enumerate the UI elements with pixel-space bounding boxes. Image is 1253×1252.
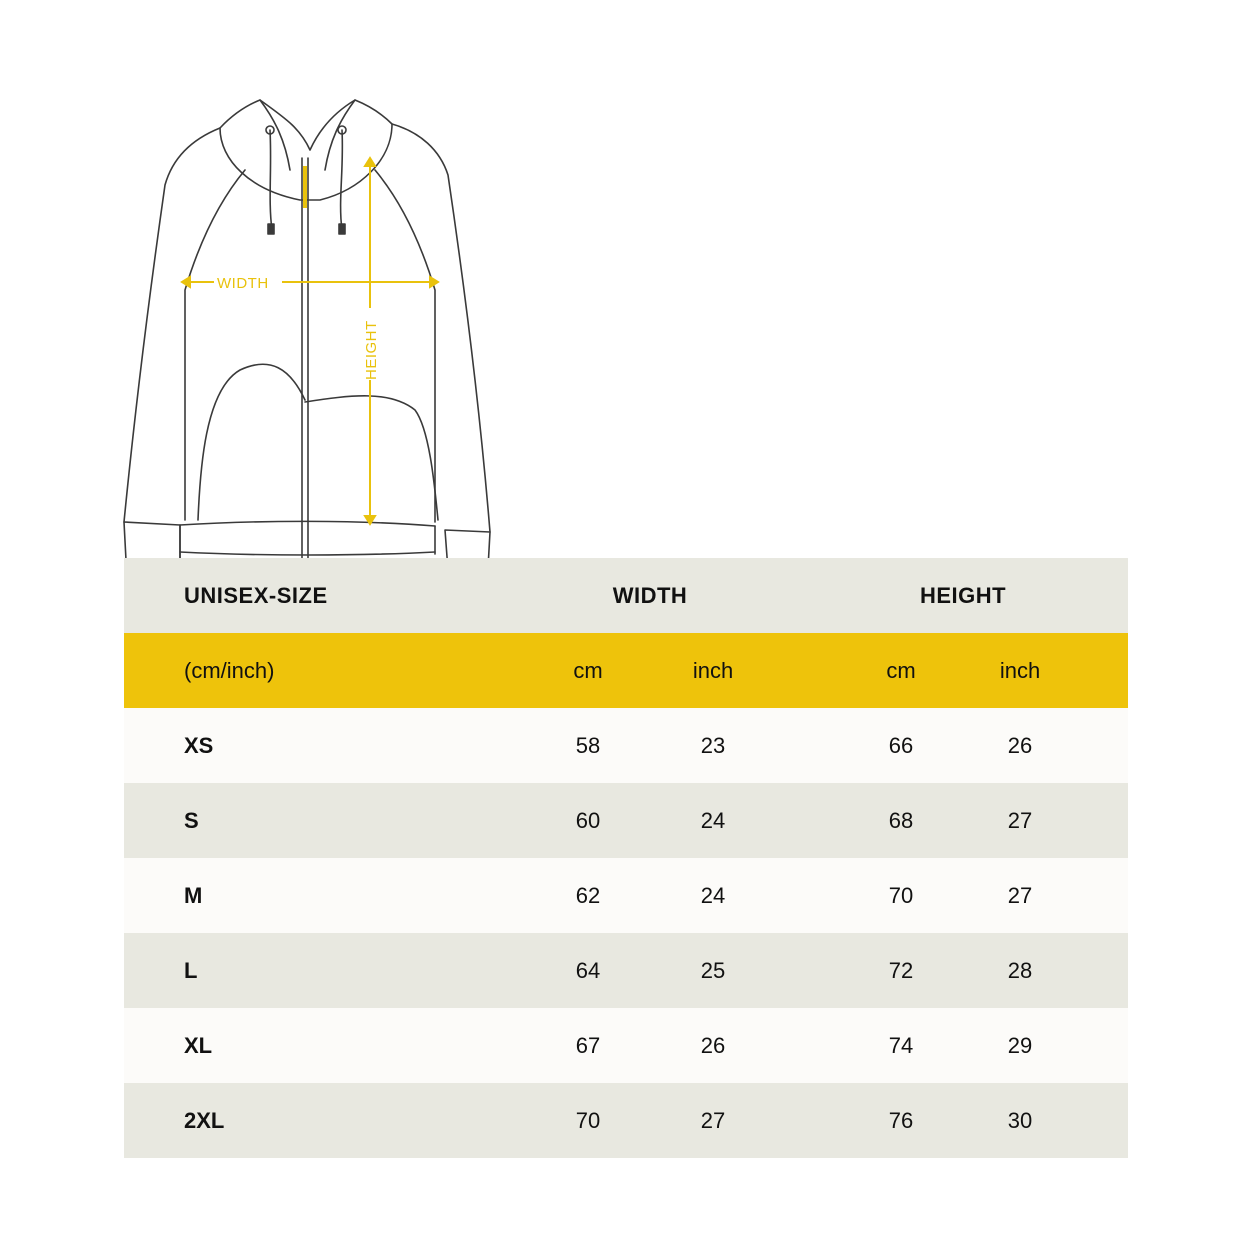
width-cm-cell: 62 xyxy=(575,882,601,908)
width-cm-cell: 67 xyxy=(575,1032,601,1058)
width-inch-cell: 27 xyxy=(700,1107,726,1133)
width-dimension-label: WIDTH xyxy=(217,275,269,292)
height-cm-header: cm xyxy=(886,657,916,683)
width-column-header: WIDTH xyxy=(612,582,688,608)
height-cm-cell: 74 xyxy=(888,1032,914,1058)
size-table xyxy=(124,558,1128,1158)
height-dimension-label: HEIGHT xyxy=(363,320,380,380)
zipper-pull-icon xyxy=(303,166,307,208)
height-inch-cell: 26 xyxy=(1007,732,1033,758)
size-cell: L xyxy=(184,957,198,983)
width-cm-cell: 60 xyxy=(575,807,601,833)
size-cell: S xyxy=(184,807,199,833)
size-cell: M xyxy=(184,882,203,908)
size-cell: XL xyxy=(184,1032,213,1058)
width-inch-header: inch xyxy=(692,657,734,683)
width-inch-cell: 26 xyxy=(700,1032,726,1058)
height-column-header: HEIGHT xyxy=(919,582,1007,608)
hoodie-illustration xyxy=(110,90,510,580)
table-row xyxy=(124,858,1128,933)
width-inch-cell: 23 xyxy=(700,732,726,758)
height-inch-header: inch xyxy=(999,657,1041,683)
height-cm-cell: 66 xyxy=(888,732,914,758)
width-cm-cell: 58 xyxy=(575,732,601,758)
width-cm-header: cm xyxy=(573,657,603,683)
size-cell: 2XL xyxy=(184,1107,225,1133)
width-cm-cell: 70 xyxy=(575,1107,601,1133)
height-cm-cell: 70 xyxy=(888,882,914,908)
height-inch-cell: 30 xyxy=(1007,1107,1033,1133)
units-row xyxy=(124,633,1128,708)
table-header-row xyxy=(124,558,1128,633)
table-row xyxy=(124,708,1128,783)
size-column-header: UNISEX-SIZE xyxy=(184,582,328,608)
size-cell: XS xyxy=(184,732,214,758)
table-row xyxy=(124,933,1128,1008)
height-cm-cell: 72 xyxy=(888,957,914,983)
height-inch-cell: 28 xyxy=(1007,957,1033,983)
table-row xyxy=(124,783,1128,858)
height-inch-cell: 29 xyxy=(1007,1032,1033,1058)
height-cm-cell: 76 xyxy=(888,1107,914,1133)
units-label: (cm/inch) xyxy=(184,657,275,683)
height-cm-cell: 68 xyxy=(888,807,914,833)
width-inch-cell: 24 xyxy=(700,807,726,833)
width-cm-cell: 64 xyxy=(575,957,601,983)
hoodie-diagram xyxy=(110,90,510,580)
width-inch-cell: 24 xyxy=(700,882,726,908)
table-row xyxy=(124,1008,1128,1083)
table-row xyxy=(124,1083,1128,1158)
height-inch-cell: 27 xyxy=(1007,882,1033,908)
width-inch-cell: 25 xyxy=(700,957,726,983)
height-inch-cell: 27 xyxy=(1007,807,1033,833)
